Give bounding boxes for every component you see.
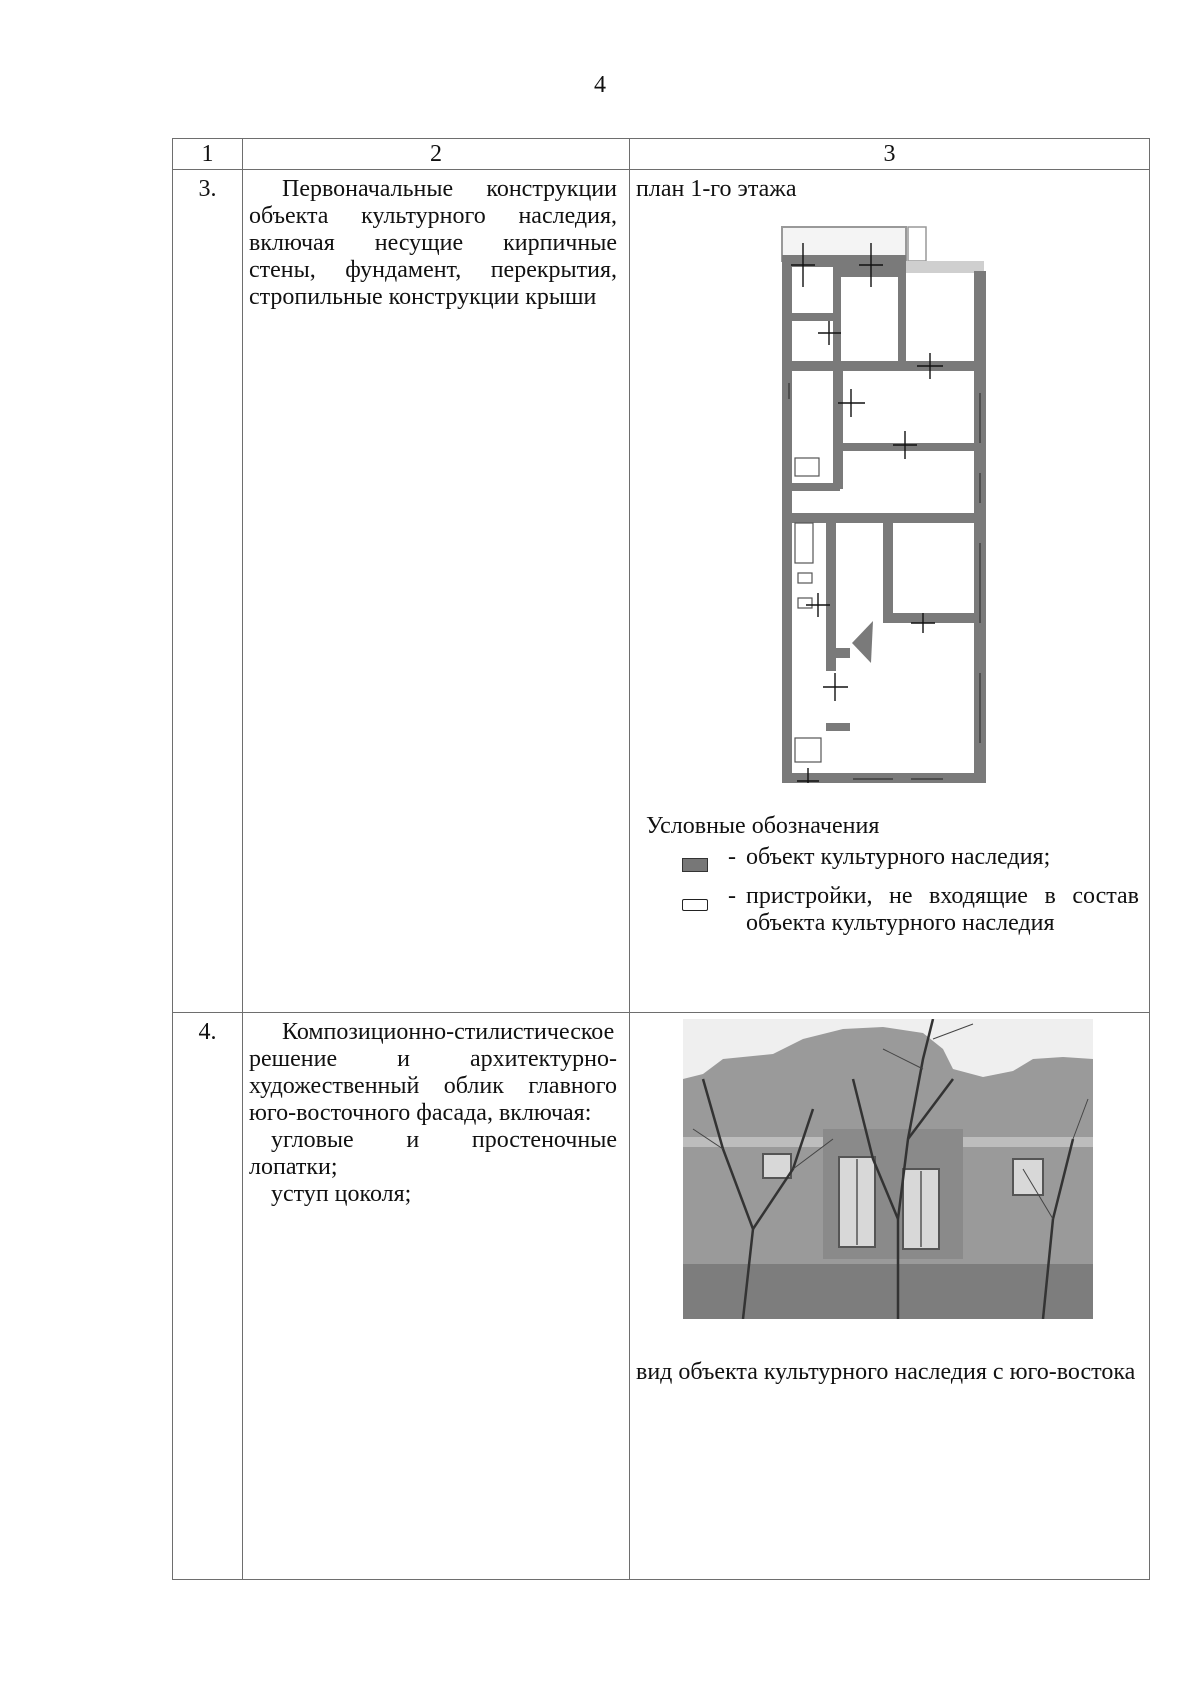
building-photo-icon [683,1019,1093,1319]
table-row [173,170,1150,1013]
legend-dash: - [728,883,736,909]
description-text: Первоначальные конструкции объекта культурного наследия, включая несущие кирпичные стены, фундамент, перекрытия, стропильные конструкции крыши [249,176,617,310]
legend-text: объект культурного наследия; [746,844,1051,870]
row-number: 3. [173,170,243,1013]
row-description [243,1013,630,1580]
header-col-1: 1 [173,139,243,170]
header-col-3: 3 [630,139,1150,170]
illustration-cell [630,1013,1150,1580]
building-facade-photo [683,1019,1093,1319]
row-description [243,170,630,1013]
description-item: угловые и простеночные лопатки; [249,1127,617,1180]
table-row [173,1013,1150,1580]
row-number: 4. [173,1013,243,1580]
illustration-cell [630,170,1150,1013]
floor-plan-icon [643,203,1133,783]
filled-swatch-icon [646,844,728,879]
photo-caption: вид объекта культурного наследия с юго-востока [636,1359,1136,1385]
page-number: 4 [594,72,606,98]
empty-swatch-icon [646,883,728,918]
header-col-2: 2 [243,139,630,170]
legend [646,813,1139,937]
plan-caption: план 1-го этажа [636,176,797,202]
description-item: уступ цоколя; [271,1181,412,1207]
legend-text: пристройки, не входящие в состав объекта культурного наследия [746,883,1139,936]
description-text: Композиционно-стилистическое решение и архитектурно-художественный облик главного юго-восточного фасада, включая: [249,1019,617,1126]
legend-item-additions [646,883,1139,937]
legend-title: Условные обозначения [646,813,880,839]
legend-dash: - [728,844,736,870]
table-header-row [173,139,1150,170]
heritage-table [172,138,1150,1580]
legend-item-heritage [646,844,1139,879]
floor-plan-drawing [643,203,1133,783]
